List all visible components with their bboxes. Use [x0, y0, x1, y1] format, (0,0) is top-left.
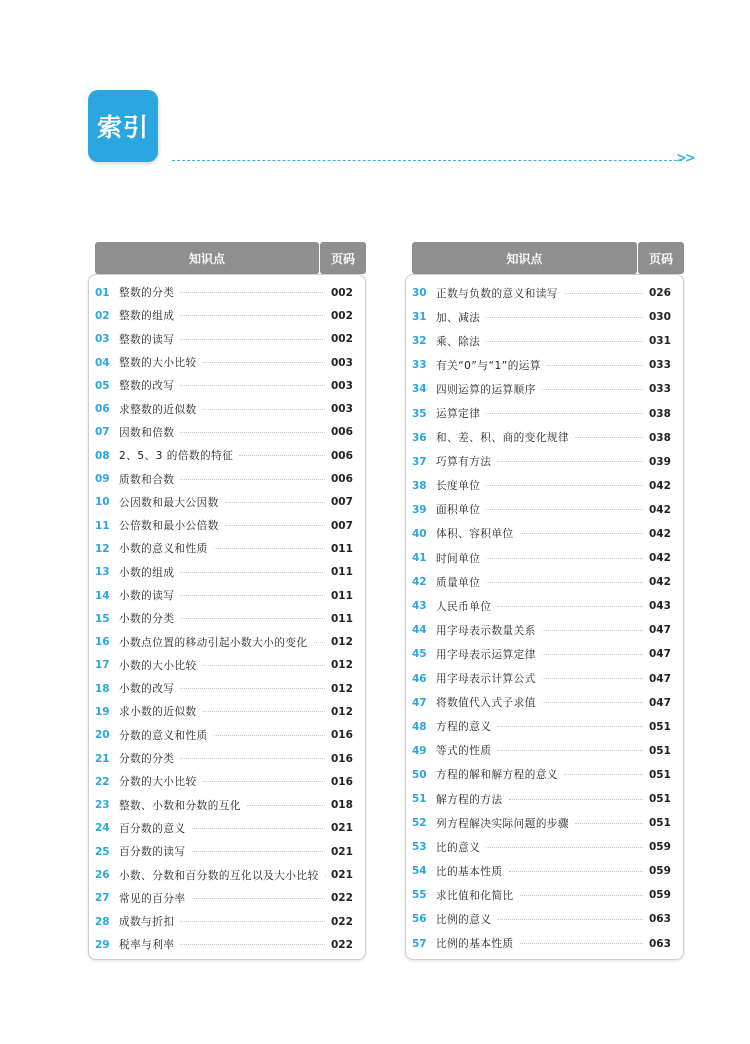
row-topic: 质量单位	[436, 575, 486, 590]
index-row[interactable]	[89, 654, 365, 677]
row-number: 57	[412, 937, 427, 950]
row-topic: 和、差、积、商的变化规律	[436, 430, 575, 445]
title-divider	[172, 160, 682, 161]
row-topic: 正数与负数的意义和读写	[436, 286, 564, 301]
index-row[interactable]	[406, 305, 683, 329]
row-number: 06	[95, 403, 110, 416]
row-page: 007	[331, 496, 353, 509]
leader-dots	[486, 485, 643, 486]
row-number: 19	[95, 705, 110, 718]
row-number: 48	[412, 720, 427, 733]
index-row[interactable]	[406, 763, 683, 787]
leader-dots	[214, 735, 325, 736]
leader-dots	[180, 921, 325, 922]
row-topic: 小数的意义和性质	[119, 541, 214, 556]
row-topic: 四则运算的运算顺序	[436, 382, 542, 397]
leader-dots	[180, 432, 325, 433]
leader-dots	[180, 339, 325, 340]
row-topic: 小数、分数和百分数的互化以及大小比较	[119, 868, 325, 883]
leader-dots	[180, 572, 325, 573]
index-row[interactable]	[406, 450, 683, 474]
row-page: 002	[331, 333, 353, 346]
row-number: 47	[412, 696, 427, 709]
row-number: 56	[412, 913, 427, 926]
row-page: 021	[331, 845, 353, 858]
row-page: 039	[649, 455, 671, 468]
row-number: 01	[95, 286, 110, 299]
index-row[interactable]	[406, 281, 683, 305]
leader-dots	[180, 595, 325, 596]
row-page: 022	[331, 915, 353, 928]
leader-dots	[180, 758, 325, 759]
row-topic: 整数的改写	[119, 378, 180, 393]
row-topic: 求小数的近似数	[119, 704, 203, 719]
index-row[interactable]	[406, 907, 683, 931]
leader-dots	[486, 413, 643, 414]
index-row[interactable]	[406, 546, 683, 570]
leader-dots	[564, 774, 643, 775]
row-topic: 成数与折扣	[119, 914, 180, 929]
header-page: 页码	[638, 242, 684, 274]
index-column-right	[405, 242, 684, 951]
row-page: 016	[331, 752, 353, 765]
row-topic: 用字母表示计算公式	[436, 671, 542, 686]
row-number: 12	[95, 542, 110, 555]
index-row[interactable]	[406, 835, 683, 859]
row-page: 011	[331, 542, 353, 555]
leader-dots	[180, 618, 325, 619]
index-row[interactable]	[89, 607, 365, 630]
row-topic: 长度单位	[436, 478, 486, 493]
leader-dots	[247, 805, 325, 806]
row-page: 011	[331, 566, 353, 579]
row-topic: 税率与利率	[119, 937, 180, 952]
row-page: 007	[331, 519, 353, 532]
row-number: 37	[412, 455, 427, 468]
index-row[interactable]	[406, 618, 683, 642]
row-number: 16	[95, 636, 110, 649]
leader-dots	[520, 943, 643, 944]
row-page: 016	[331, 775, 353, 788]
row-page: 043	[649, 600, 671, 613]
leader-dots	[225, 502, 325, 503]
row-topic: 列方程解决实际问题的步骤	[436, 816, 575, 831]
row-page: 026	[649, 287, 671, 300]
row-topic: 解方程的方法	[436, 792, 509, 807]
row-page: 006	[331, 426, 353, 439]
index-row[interactable]	[89, 863, 365, 886]
index-row[interactable]	[406, 787, 683, 811]
index-row[interactable]	[406, 667, 683, 691]
row-topic: 时间单位	[436, 551, 486, 566]
leader-dots	[520, 533, 643, 534]
row-page: 006	[331, 473, 353, 486]
row-page: 011	[331, 589, 353, 602]
row-number: 20	[95, 729, 110, 742]
row-topic: 因数和倍数	[119, 425, 180, 440]
leader-dots	[542, 678, 643, 679]
row-page: 003	[331, 379, 353, 392]
row-page: 051	[649, 817, 671, 830]
row-number: 03	[95, 333, 110, 346]
row-topic: 整数、小数和分数的互化	[119, 798, 247, 813]
row-page: 042	[649, 479, 671, 492]
index-row[interactable]	[406, 642, 683, 666]
leader-dots	[564, 293, 643, 294]
index-row[interactable]	[89, 328, 365, 351]
index-row[interactable]	[89, 630, 365, 653]
row-page: 002	[331, 309, 353, 322]
leader-dots	[486, 558, 643, 559]
row-page: 031	[649, 335, 671, 348]
row-topic: 有关“0”与“1”的运算	[436, 358, 547, 373]
row-number: 40	[412, 527, 427, 540]
row-topic: 比的意义	[436, 840, 486, 855]
row-topic: 小数点位置的移动引起小数大小的变化	[119, 635, 314, 650]
index-row[interactable]	[89, 537, 365, 560]
row-number: 21	[95, 752, 110, 765]
leader-dots	[203, 665, 325, 666]
row-page: 047	[649, 696, 671, 709]
row-topic: 比的基本性质	[436, 864, 509, 879]
row-page: 022	[331, 892, 353, 905]
row-page: 063	[649, 937, 671, 950]
row-topic: 求整数的近似数	[119, 402, 203, 417]
row-number: 27	[95, 892, 110, 905]
index-row[interactable]	[89, 514, 365, 537]
row-number: 23	[95, 799, 110, 812]
leader-dots	[225, 525, 325, 526]
row-number: 15	[95, 612, 110, 625]
index-row[interactable]	[89, 491, 365, 514]
row-page: 033	[649, 359, 671, 372]
column-header	[88, 242, 366, 274]
leader-dots	[509, 799, 643, 800]
index-row[interactable]	[89, 467, 365, 490]
index-row[interactable]	[406, 594, 683, 618]
row-topic: 乘、除法	[436, 334, 486, 349]
row-number: 54	[412, 865, 427, 878]
leader-dots	[497, 461, 643, 462]
row-page: 012	[331, 705, 353, 718]
row-number: 04	[95, 356, 110, 369]
double-chevron-icon: >>	[676, 151, 694, 166]
leader-dots	[575, 437, 643, 438]
leader-dots	[497, 726, 643, 727]
index-row[interactable]	[89, 817, 365, 840]
row-page: 012	[331, 636, 353, 649]
row-number: 08	[95, 449, 110, 462]
row-number: 29	[95, 938, 110, 951]
row-topic: 整数的读写	[119, 332, 180, 347]
row-topic: 小数的改写	[119, 681, 180, 696]
index-row[interactable]	[406, 691, 683, 715]
row-page: 018	[331, 799, 353, 812]
row-topic: 加、减法	[436, 310, 486, 325]
row-topic: 常见的百分率	[119, 891, 192, 906]
index-list-box	[405, 274, 684, 960]
row-page: 042	[649, 552, 671, 565]
row-page: 047	[649, 672, 671, 685]
row-number: 24	[95, 822, 110, 835]
leader-dots	[547, 365, 643, 366]
row-topic: 面积单位	[436, 502, 486, 517]
leader-dots	[497, 750, 643, 751]
row-topic: 求比值和化简比	[436, 888, 520, 903]
row-number: 49	[412, 744, 427, 757]
leader-dots	[180, 385, 325, 386]
index-row[interactable]	[406, 739, 683, 763]
leader-dots	[192, 898, 325, 899]
row-topic: 用字母表示数量关系	[436, 623, 542, 638]
index-list-box	[88, 274, 366, 960]
leader-dots	[203, 409, 325, 410]
leader-dots	[203, 781, 325, 782]
row-page: 042	[649, 576, 671, 589]
index-row[interactable]	[89, 724, 365, 747]
row-page: 059	[649, 841, 671, 854]
row-page: 006	[331, 449, 353, 462]
index-row[interactable]	[406, 474, 683, 498]
index-row[interactable]	[89, 794, 365, 817]
index-row[interactable]	[89, 374, 365, 397]
leader-dots	[203, 711, 325, 712]
row-topic: 公因数和最大公因数	[119, 495, 225, 510]
row-number: 53	[412, 841, 427, 854]
row-page: 038	[649, 431, 671, 444]
row-number: 11	[95, 519, 110, 532]
row-page: 030	[649, 311, 671, 324]
row-page: 063	[649, 913, 671, 926]
leader-dots	[486, 341, 643, 342]
header-topic: 知识点	[412, 242, 637, 274]
index-row[interactable]	[89, 840, 365, 863]
leader-dots	[486, 317, 643, 318]
index-row[interactable]	[89, 887, 365, 910]
index-row[interactable]	[89, 351, 365, 374]
row-page: 003	[331, 356, 353, 369]
index-row[interactable]	[406, 859, 683, 883]
row-page: 059	[649, 865, 671, 878]
leader-dots	[542, 702, 643, 703]
row-topic: 等式的性质	[436, 743, 497, 758]
leader-dots	[509, 871, 643, 872]
row-topic: 方程的意义	[436, 719, 497, 734]
leader-dots	[542, 630, 643, 631]
row-page: 012	[331, 682, 353, 695]
row-topic: 分数的分类	[119, 751, 180, 766]
leader-dots	[497, 919, 643, 920]
leader-dots	[192, 828, 325, 829]
index-row[interactable]	[89, 584, 365, 607]
leader-dots	[180, 292, 325, 293]
leader-dots	[192, 851, 325, 852]
index-title: 索引	[88, 90, 158, 162]
leader-dots	[486, 509, 643, 510]
leader-dots	[180, 315, 325, 316]
row-topic: 分数的意义和性质	[119, 728, 214, 743]
row-page: 047	[649, 624, 671, 637]
row-number: 25	[95, 845, 110, 858]
row-topic: 2、5、3 的倍数的特征	[119, 448, 239, 463]
row-number: 34	[412, 383, 427, 396]
header-page: 页码	[320, 242, 366, 274]
row-number: 14	[95, 589, 110, 602]
index-row[interactable]	[406, 329, 683, 353]
index-row[interactable]	[89, 910, 365, 933]
row-topic: 整数的分类	[119, 285, 180, 300]
row-topic: 方程的解和解方程的意义	[436, 767, 564, 782]
row-page: 059	[649, 889, 671, 902]
row-number: 32	[412, 335, 427, 348]
row-topic: 比例的基本性质	[436, 936, 520, 951]
index-row[interactable]	[406, 570, 683, 594]
row-page: 047	[649, 648, 671, 661]
row-page: 003	[331, 403, 353, 416]
index-row[interactable]	[406, 715, 683, 739]
leader-dots	[180, 479, 325, 480]
row-number: 44	[412, 624, 427, 637]
row-page: 051	[649, 744, 671, 757]
row-page: 051	[649, 793, 671, 806]
row-number: 38	[412, 479, 427, 492]
row-number: 05	[95, 379, 110, 392]
index-list	[89, 275, 365, 957]
row-page: 012	[331, 659, 353, 672]
row-topic: 巧算有方法	[436, 454, 497, 469]
row-number: 10	[95, 496, 110, 509]
row-page: 021	[331, 822, 353, 835]
index-row[interactable]	[406, 353, 683, 377]
leader-dots	[203, 362, 325, 363]
index-row[interactable]	[406, 498, 683, 522]
index-list	[406, 275, 683, 956]
leader-dots	[314, 642, 325, 643]
row-topic: 质数和合数	[119, 472, 180, 487]
leader-dots	[214, 548, 325, 549]
row-number: 26	[95, 869, 110, 882]
leader-dots	[575, 823, 643, 824]
index-row[interactable]	[89, 281, 365, 304]
index-row[interactable]	[406, 401, 683, 425]
leader-dots	[542, 389, 643, 390]
row-page: 002	[331, 286, 353, 299]
row-topic: 小数的分类	[119, 611, 180, 626]
row-number: 42	[412, 576, 427, 589]
row-number: 36	[412, 431, 427, 444]
row-page: 038	[649, 407, 671, 420]
index-row[interactable]	[406, 883, 683, 907]
row-number: 45	[412, 648, 427, 661]
index-row[interactable]	[89, 444, 365, 467]
index-row[interactable]	[406, 426, 683, 450]
row-topic: 整数的组成	[119, 308, 180, 323]
row-page: 051	[649, 720, 671, 733]
row-number: 52	[412, 817, 427, 830]
index-column-left	[88, 242, 366, 952]
row-topic: 体积、容积单位	[436, 526, 520, 541]
row-topic: 分数的大小比较	[119, 774, 203, 789]
row-topic: 用字母表示运算定律	[436, 647, 542, 662]
row-number: 39	[412, 503, 427, 516]
row-number: 43	[412, 600, 427, 613]
row-number: 13	[95, 566, 110, 579]
row-topic: 小数的组成	[119, 565, 180, 580]
index-row[interactable]	[89, 304, 365, 327]
index-row[interactable]	[89, 700, 365, 723]
row-topic: 人民币单位	[436, 599, 497, 614]
leader-dots	[486, 582, 643, 583]
leader-dots	[542, 654, 643, 655]
index-row[interactable]	[406, 377, 683, 401]
header-topic: 知识点	[95, 242, 319, 274]
leader-dots	[180, 944, 325, 945]
row-page: 022	[331, 938, 353, 951]
row-number: 33	[412, 359, 427, 372]
row-number: 17	[95, 659, 110, 672]
leader-dots	[520, 895, 643, 896]
row-number: 22	[95, 775, 110, 788]
index-row[interactable]	[89, 770, 365, 793]
row-number: 55	[412, 889, 427, 902]
row-page: 042	[649, 503, 671, 516]
row-page: 042	[649, 527, 671, 540]
row-number: 46	[412, 672, 427, 685]
leader-dots	[497, 606, 643, 607]
row-page: 021	[331, 869, 353, 882]
row-number: 51	[412, 793, 427, 806]
row-page: 016	[331, 729, 353, 742]
row-number: 07	[95, 426, 110, 439]
row-page: 051	[649, 768, 671, 781]
row-number: 30	[412, 287, 427, 300]
index-row[interactable]	[406, 811, 683, 835]
row-topic: 将数值代入式子求值	[436, 695, 542, 710]
leader-dots	[180, 688, 325, 689]
row-topic: 比例的意义	[436, 912, 497, 927]
index-row[interactable]	[89, 397, 365, 420]
row-topic: 百分数的读写	[119, 844, 192, 859]
row-topic: 运算定律	[436, 406, 486, 421]
row-topic: 公倍数和最小公倍数	[119, 518, 225, 533]
row-topic: 整数的大小比较	[119, 355, 203, 370]
index-row[interactable]	[89, 747, 365, 770]
index-row[interactable]	[89, 677, 365, 700]
column-header	[405, 242, 684, 274]
leader-dots	[486, 847, 643, 848]
index-row[interactable]	[406, 932, 683, 956]
row-number: 02	[95, 309, 110, 322]
index-row[interactable]	[89, 933, 365, 956]
row-topic: 小数的读写	[119, 588, 180, 603]
index-row[interactable]	[406, 522, 683, 546]
row-number: 09	[95, 473, 110, 486]
row-number: 18	[95, 682, 110, 695]
row-topic: 小数的大小比较	[119, 658, 203, 673]
row-number: 35	[412, 407, 427, 420]
leader-dots	[239, 455, 325, 456]
index-row[interactable]	[89, 421, 365, 444]
index-row[interactable]	[89, 561, 365, 584]
row-number: 28	[95, 915, 110, 928]
row-number: 41	[412, 552, 427, 565]
row-page: 033	[649, 383, 671, 396]
row-number: 31	[412, 311, 427, 324]
row-page: 011	[331, 612, 353, 625]
row-topic: 百分数的意义	[119, 821, 192, 836]
row-number: 50	[412, 768, 427, 781]
